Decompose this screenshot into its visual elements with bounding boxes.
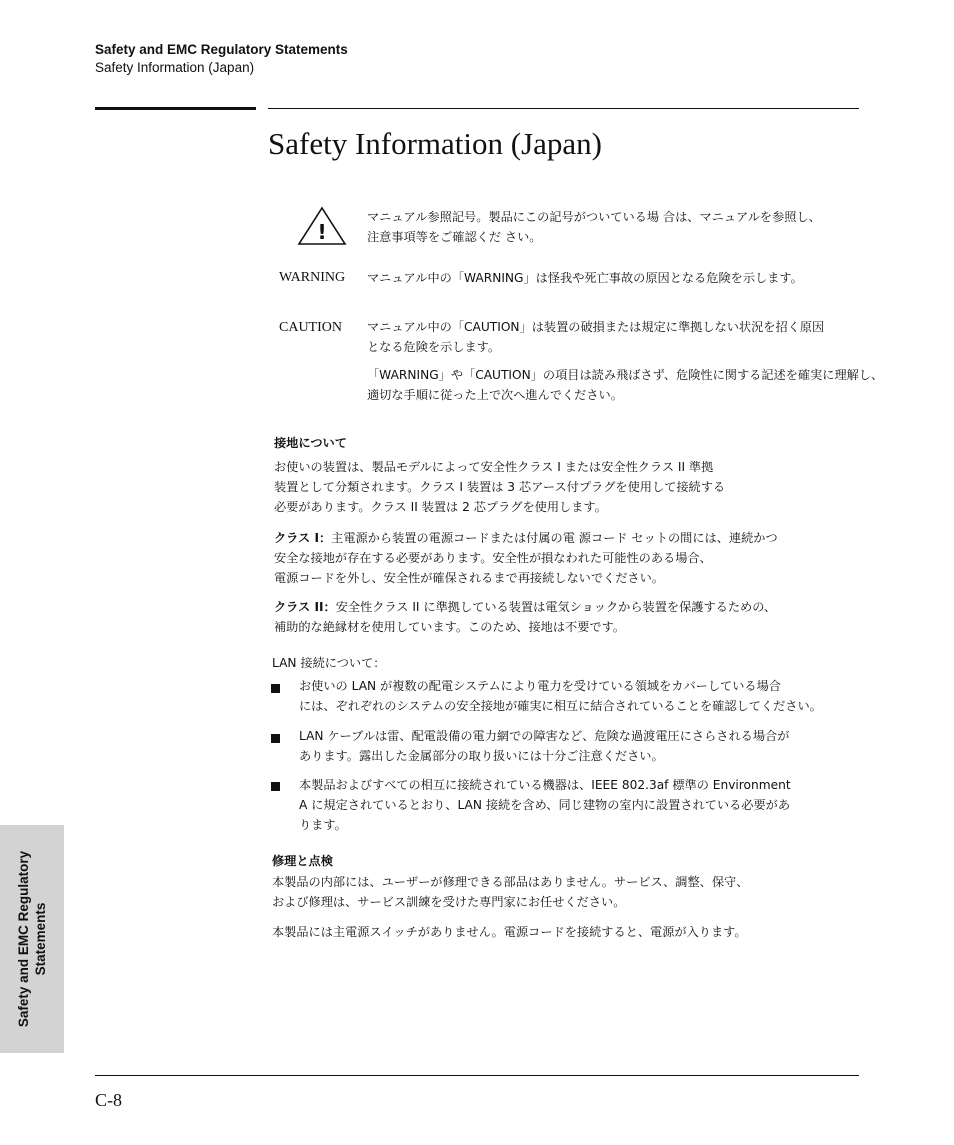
svg-text:!: ! [317, 220, 327, 244]
bullet-icon [271, 684, 280, 693]
warning-label: WARNING [279, 270, 346, 285]
header-rule-thick [95, 107, 256, 110]
power-switch-paragraph: 本製品には主電源スイッチがありません。電源コードを接続すると、電源が入ります。 [272, 925, 747, 939]
caution-text: マニュアル中の「CAUTION」は装置の破損または規定に準拠しない状況を招く原因 となる危険を示します。 [367, 320, 825, 354]
running-header-chapter: Safety and EMC Regulatory Statements [95, 42, 348, 57]
header-rule-thin [268, 108, 859, 109]
class2-paragraph: クラス II：安全性クラス II に準拠している装置は電気ショックから装置を保護するための、 補助的な絶縁材を使用しています。このため、接地は不要です。 [274, 600, 777, 634]
class1-paragraph: クラス I：主電源から装置の電源コードまたは付属の電 源コード セットの間には、連続かつ 安全な接地が存在する必要があります。安全性が損なわれた可能性のある場合、 電源コードを外し、安全性が確保されるまで再接続しないでください。 [274, 531, 778, 585]
repair-heading: 修理と点検 [272, 854, 333, 868]
bullet-icon [271, 782, 280, 791]
grounding-intro: お使いの装置は、製品モデルによって安全性クラス I または安全性クラス II 準拠 装置として分類されます。クラス I 装置は 3 芯アース付プラグを使用して接続する 必要があります。クラス II 装置は 2 芯プラグを使用します。 [274, 460, 726, 514]
page-title: Safety Information (Japan) [268, 126, 602, 161]
class2-label: クラス II： [274, 600, 336, 614]
class1-label: クラス I： [274, 531, 332, 545]
caution-label: CAUTION [279, 320, 342, 335]
warning-caution-note: 「WARNING」や「CAUTION」の項目は読み飛ばさず、危険性に関する記述を確実に理解し、 適切な手順に従った上で次へ進んでください。 [367, 368, 884, 402]
list-item: LAN ケーブルは雷、配電設備の電力網での障害など、危険な過渡電圧にさらされる場合が あります。露出した金属部分の取り扱いには十分ご注意ください。 [299, 729, 790, 763]
grounding-heading: 接地について [274, 436, 347, 450]
warning-text: マニュアル中の「WARNING」は怪我や死亡事故の原因となる危険を示します。 [367, 271, 803, 285]
repair-paragraph: 本製品の内部には、ユーザーが修理できる部品はありません。サービス、調整、保守、 および修理は、サービス訓練を受けた専門家にお任せください。 [272, 875, 749, 909]
warning-triangle-icon [297, 206, 347, 246]
chapter-side-tab: Safety and EMC Regulatory Statements [0, 825, 64, 1053]
footer-rule [95, 1075, 859, 1076]
manual-symbol-text: マニュアル参照記号。製品にこの記号がついている場 合は、マニュアルを参照し、 注意事項等をご確認くだ さい。 [367, 210, 821, 244]
page-number: C-8 [95, 1090, 122, 1110]
bullet-icon [271, 734, 280, 743]
running-header-section: Safety Information (Japan) [95, 60, 255, 75]
list-item: 本製品およびすべての相互に接続されている機器は、IEEE 802.3af 標準の Environment A に規定されているとおり、LAN 接続を含め、同じ建物の室内に設置されている必要があ ります。 [299, 778, 791, 832]
lan-heading: LAN 接続について： [272, 656, 386, 670]
list-item: お使いの LAN が複数の配電システムにより電力を受けている領域をカバーしている場合 には、ぞれぞれのシステムの安全接地が確実に相互に結合されていることを確認してください。 [299, 679, 822, 713]
